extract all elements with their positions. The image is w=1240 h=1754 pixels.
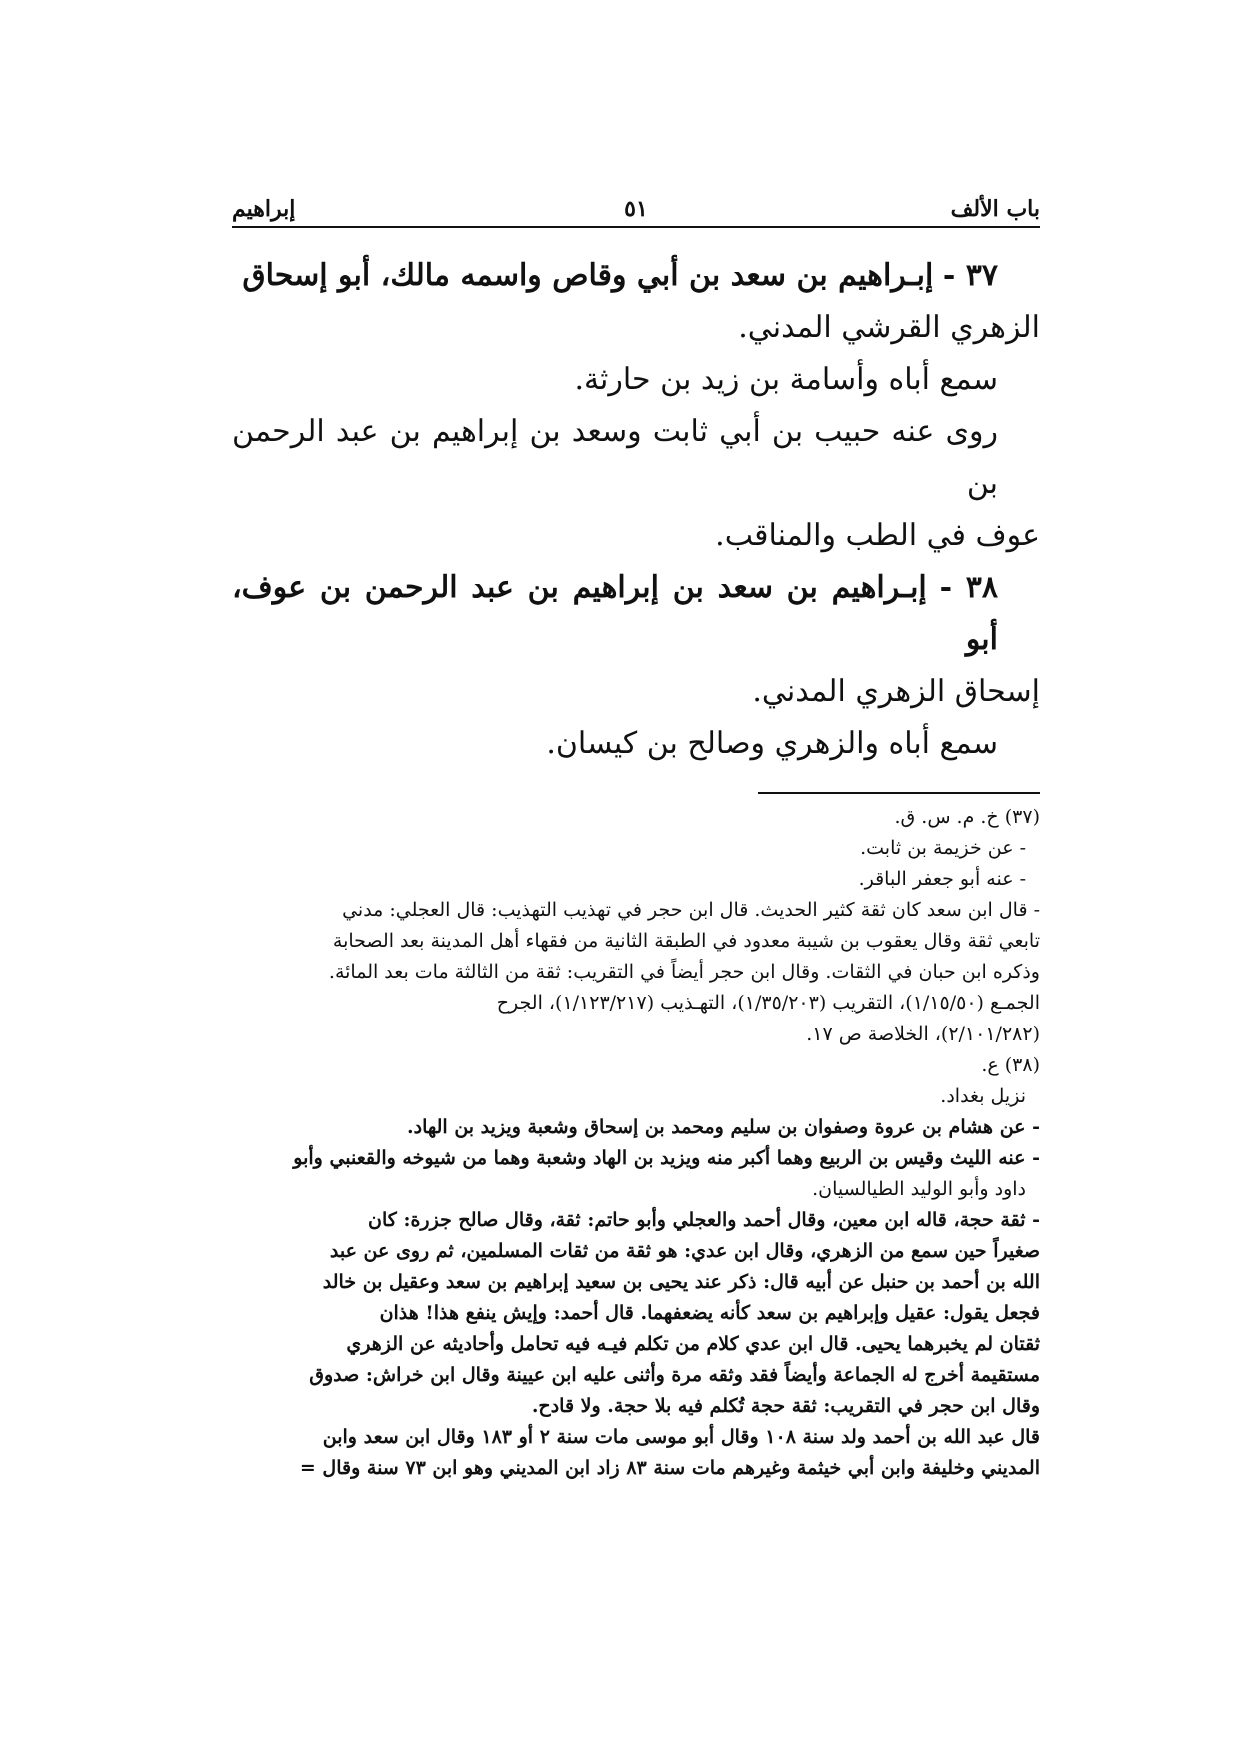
footnote-37-said-1: - قال ابن سعد كان ثقة كثير الحديث. قال ابن حجر في تهذيب التهذيب: قال العجلي: مدني — [342, 899, 1040, 921]
footnote-38-eval-4: فجعل يقول: عقيل وإبراهيم بن سعد كأنه يضعفهما. قال أحمد: وإيش ينفع هذا! هذان — [379, 1302, 1040, 1324]
footnote-separator — [758, 792, 1040, 794]
entry-37-heard: سمع أباه وأسامة بن زيد بن حارثة. — [574, 362, 998, 397]
footnote-38-by-2: داود وأبو الوليد الطيالسيان. — [812, 1178, 1026, 1200]
footnote-38-eval-5: ثقتان لم يخبرهما يحيى. قال ابن عدي كلام من تكلم فيـه فيه تحامل وأحاديثه عن الزهري — [346, 1333, 1040, 1355]
footnote-38-eval-2: صغيراً حين سمع من الزهري، وقال ابن عدي: هو ثقة من ثقات المسلمين، ثم روى عن عبد — [329, 1240, 1040, 1262]
footnote-37-refs-1: الجمـع (١/١٥/٥٠)، التقريب (١/٣٥/٢٠٣)، التهـذيب (١/١٢٣/٢١٧)، الجرح — [496, 992, 1040, 1014]
entry-37-narrators-2: عوف في الطب والمناقب. — [715, 518, 1040, 553]
running-header — [232, 196, 1040, 228]
entry-38-title — [232, 562, 1040, 666]
page-number: ٥١ — [624, 196, 648, 222]
book-page — [232, 196, 1040, 1696]
footnote-38-eval-7: وقال ابن حجر في التقريب: ثقة حجة تُكلم فيه بلا حجة. ولا قادح. — [531, 1395, 1040, 1417]
entry-38-heard: سمع أباه والزهري وصالح بن كيسان. — [546, 726, 998, 761]
main-text — [232, 250, 1040, 770]
entry-37-number: ٣٧ - — [942, 258, 998, 293]
footnote-37-refs-2: (٢/١٠١/٢٨٢)، الخلاصة ص ١٧. — [806, 1023, 1040, 1045]
entry-37-name-cont: الزهري القرشي المدني. — [738, 310, 1040, 345]
footnote-37-from: - عن خزيمة بن ثابت. — [860, 837, 1026, 859]
entry-37-narrators-1: روى عنه حبيب بن أبي ثابت وسعد بن إبراهيم بن عبد الرحمن بن — [232, 414, 998, 501]
footnote-38-eval-6: مستقيمة أخرج له الجماعة وأيضاً فقد وثقه مرة وأثنى عليه ابن عيينة وقال ابن خراش: صدوق — [309, 1364, 1040, 1386]
footnote-38-by-1: - عنه الليث وقيس بن الربيع وهما أكبر منه ويزيد بن الهاد وشعبة وهما من شيوخه والقعنبي وأبو — [293, 1147, 1040, 1169]
footnote-38-marker: (٣٨) ع. — [981, 1054, 1040, 1076]
entry-38-name-cont: إسحاق الزهري المدني. — [752, 674, 1040, 709]
section-title: إبراهيم — [232, 196, 296, 222]
entry-37-title — [232, 250, 1040, 302]
footnote-38-from: - عن هشام بن عروة وصفوان بن سليم ومحمد بن إسحاق وشعبة ويزيد بن الهاد. — [407, 1116, 1040, 1138]
entry-37-name: إبـراهيم بن سعد بن أبي وقاص واسمه مالك، أبو إسحاق — [242, 258, 934, 293]
footnote-38-resident: نزيل بغداد. — [940, 1085, 1026, 1107]
footnote-38-death-2: المديني وخليفة وابن أبي خيثمة وغيرهم مات سنة ٨٣ زاد ابن المديني وهو ابن ٧٣ سنة وقال = — [299, 1457, 1040, 1479]
chapter-title: باب الألف — [950, 196, 1040, 222]
footnote-separator-wrap — [232, 770, 1040, 802]
footnote-37-marker: (٣٧) خ. م. س. ق. — [894, 806, 1040, 828]
footnote-37-said-2: تابعي ثقة وقال يعقوب بن شيبة معدود في الطبقة الثانية من فقهاء أهل المدينة بعد الصحابة — [332, 930, 1040, 952]
footnote-37-by: - عنه أبو جعفر الباقر. — [858, 868, 1026, 890]
footnote-38-death-1: قال عبد الله بن أحمد ولد سنة ١٠٨ وقال أبو موسى مات سنة ٢ أو ١٨٣ وقال ابن سعد وابن — [322, 1426, 1040, 1448]
footnote-38-eval-1: - ثقة حجة، قاله ابن معين، وقال أحمد والعجلي وأبو حاتم: ثقة، وقال صالح جزرة: كان — [368, 1209, 1040, 1231]
footnote-37-said-3: وذكره ابن حبان في الثقات. وقال ابن حجر أيضاً في التقريب: ثقة من الثالثة مات بعد المائة. — [328, 961, 1040, 983]
entry-38-name: إبـراهيم بن سعد بن إبراهيم بن عبد الرحمن بن عوف، أبو — [232, 570, 998, 657]
entry-38-number: ٣٨ - — [939, 570, 998, 605]
footnote-38-eval-3: الله بن أحمد بن حنبل عن أبيه قال: ذكر عند يحيى بن سعيد إبراهيم بن سعد وعقيل بن خالد — [322, 1271, 1040, 1293]
footnotes — [232, 802, 1040, 1484]
